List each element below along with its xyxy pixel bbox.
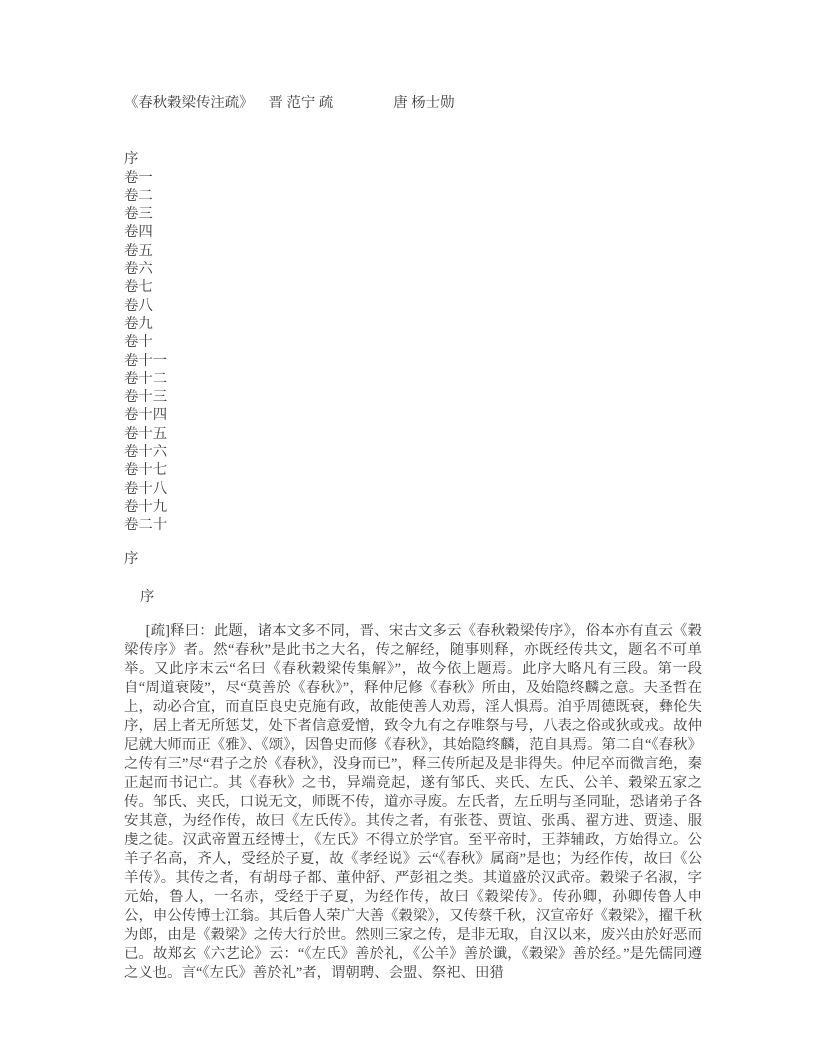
toc-item: 卷十	[124, 334, 153, 351]
toc-item: 卷十九	[124, 498, 168, 515]
toc-item: 卷二十	[124, 517, 168, 534]
toc-item: 卷十三	[124, 389, 168, 406]
toc-item: 卷七	[124, 279, 153, 296]
toc-item: 卷十二	[124, 370, 168, 387]
toc-item: 卷十一	[124, 352, 168, 369]
author-attribution-jin: 晋 范宁 疏	[268, 95, 334, 111]
commentary-paragraph: [疏]释曰：此题，诸本文多不同，晋、宋古文多云《春秋穀梁传序》，俗本亦有直云《穀梁传序》者。然“春秋”是此书之大名，传之解经，随事则释，亦既经传共文，题名不可单举。又此序末云“名曰《春秋穀梁传集解》”，故今依上题焉。此序大略凡有三段。第一段自“周道衰陵”，尽“莫善於《春秋》”，释仲尼修《春秋》所由，及始隐终麟之意。夫圣哲在上，动必合宜，而直臣良史克施有政，故能使善人劝焉，淫人惧焉。洎乎周德既衰，彝伦失序，居上者无所惩艾，处下者信意爱憎，致令九有之存唯祭与号，八表之俗或狄或戎。故仲尼就大师而正《雅》、《颂》，因鲁史而修《春秋》，其始隐终麟，范自具焉。第二自“《春秋》之传有三”尽“君子之於《春秋》，没身而已”，释三传所起及是非得失。仲尼卒而微言绝，秦正起而书记亡。其《春秋》之书，异端竞起，遂有邹氏、夹氏、左氏、公羊、穀梁五家之传。邹氏、夹氏，口说无文，师既不传，道亦寻废。左氏者，左丘明与圣同耻，恐诸弟子各安其意，为经作传，故曰《左氏传》。其传之者，有张苍、贾谊、张禹、翟方进、贾逵、服虔之徒。汉武帝置五经博士，《左氏》不得立於学官。至平帝时，王莽辅政，方始得立。公羊子名高，齐人，受经於子夏，故《孝经说》云“《春秋》属商”是也；为经作传，故曰《公羊传》。其传之者，有胡母子都、董仲舒、严彭祖之类。其道盛於汉武帝。穀梁子名淑，字元始，鲁人，一名赤，受经于子夏，为经作传，故曰《穀梁传》。传孙卿，孙卿传鲁人申公，申公传博士江翁。其后鲁人荣广大善《穀梁》，又传蔡千秋，汉宣帝好《穀梁》，擢千秋为郎，由是《穀梁》之传大行於世。然则三家之传，是非无取，自汉以来，废兴由於好恶而已。故郑玄《六艺论》云：“《左氏》善於礼，《公羊》善於谶，《穀梁》善於经。”是先儒同遵之义也。言“《左氏》善於礼”者，谓朝聘、会盟、祭祀、田猎	[124, 623, 702, 982]
section-heading-preface: 序	[124, 550, 139, 567]
toc-item: 卷十六	[124, 444, 168, 461]
toc-item: 卷三	[124, 206, 153, 223]
toc-item: 卷十七	[124, 462, 168, 479]
toc-item: 卷十五	[124, 425, 168, 442]
toc-item: 卷一	[124, 169, 153, 186]
book-title: 《春秋穀梁传注疏》	[124, 95, 254, 111]
toc-item: 卷十八	[124, 480, 168, 497]
toc-item: 卷八	[124, 297, 153, 314]
toc-item: 卷四	[124, 224, 153, 241]
table-of-contents	[124, 150, 702, 534]
toc-item: 序	[124, 151, 139, 168]
author-attribution-tang: 唐 杨士勋	[393, 95, 455, 111]
toc-item: 卷六	[124, 261, 153, 278]
toc-item: 卷二	[124, 187, 153, 204]
toc-item: 卷五	[124, 242, 153, 259]
toc-item: 卷九	[124, 315, 153, 332]
document-title-line	[124, 94, 702, 112]
subsection-heading-preface: 序	[140, 588, 155, 605]
toc-item: 卷十四	[124, 407, 168, 424]
